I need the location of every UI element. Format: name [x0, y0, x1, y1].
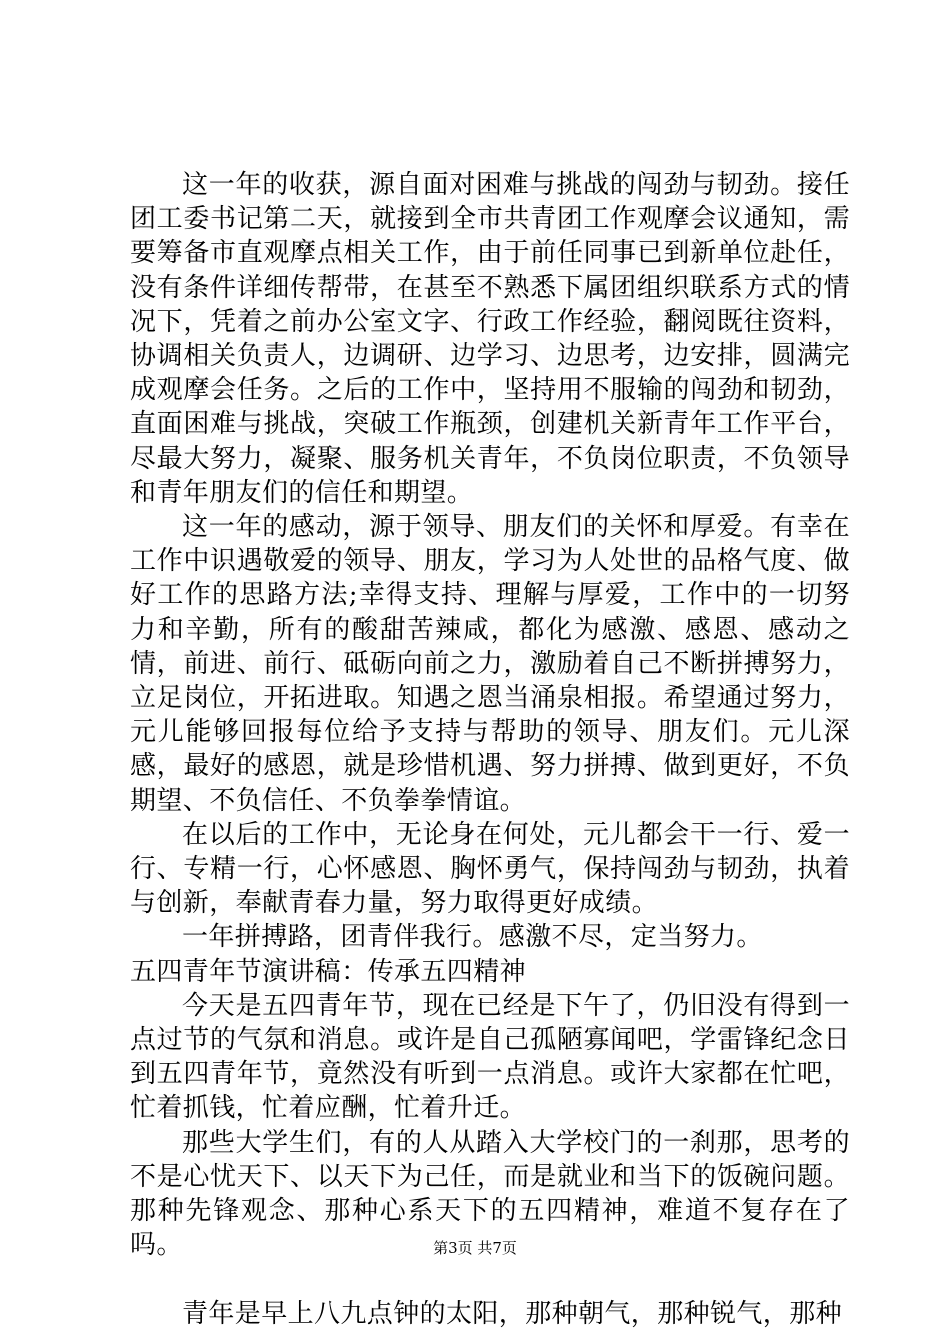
paragraph-gratitude: 这一年的感动，源于领导、朋友们的关怀和厚爱。有幸在工作中识遇敬爱的领导、朋友，学习为人处世的品格气度、做好工作的思路方法;幸得支持、理解与厚爱，工作中的一切努力和辛勤，所有的酸甜苦辣咸，都化为感激、感恩、感动之情，前进、前行、砥砺向前之力，激励着自己不断拼搏努力，立足岗位，开拓进取。知遇之恩当涌泉相报。希望通过努力，元儿能够回报每位给予支持与帮助的领导、朋友们。元儿深感，最好的感恩，就是珍惜机遇、努力拼搏、做到更好，不负期望、不负信任、不负拳拳情谊。 — [130, 512, 850, 816]
paragraph-students: 那些大学生们，有的人从踏入大学校门的一刹那，思考的不是心忧天下、以天下为己任，而是就业和当下的饭碗问题。那种先锋观念、那种心系天下的五四精神，难道不复存在了吗。 — [130, 1127, 850, 1261]
page-number-footer: 第3页 共7页 — [433, 1239, 517, 1257]
paragraph-future-work: 在以后的工作中，无论身在何处，元儿都会干一行、爱一行、专精一行，心怀感恩、胸怀勇气，保持闯劲与韧劲，执着与创新，奉献青春力量，努力取得更好成绩。 — [130, 819, 850, 919]
document-body — [130, 168, 850, 1331]
speech-title: 五四青年节演讲稿：传承五四精神 — [130, 956, 527, 987]
paragraph-morning-sun: 青年是早上八九点钟的太阳，那种朝气，那种锐气，那种 — [182, 1298, 843, 1329]
paragraph-closing-line: 一年拼搏路，团青伴我行。感激不尽，定当努力。 — [182, 922, 763, 953]
paragraph-harvest: 这一年的收获，源自面对困难与挑战的闯劲与韧劲。接任团工委书记第二天，就接到全市共青团工作观摩会议通知，需要筹备市直观摩点相关工作，由于前任同事已到新单位赴任，没有条件详细传帮带，在甚至不熟悉下属团组织联系方式的情况下，凭着之前办公室文字、行政工作经验，翻阅既往资料，协调相关负责人，边调研、边学习、边思考，边安排，圆满完成观摩会任务。之后的工作中，坚持用不服输的闯劲和韧劲，直面困难与挑战，突破工作瓶颈，创建机关新青年工作平台，尽最大努力，凝聚、服务机关青年，不负岗位职责，不负领导和青年朋友们的信任和期望。 — [130, 170, 850, 508]
paragraph-youth-day: 今天是五四青年节，现在已经是下午了，仍旧没有得到一点过节的气氛和消息。或许是自己孤陋寡闻吧，学雷锋纪念日到五四青年节，竟然没有听到一点消息。或许大家都在忙吧，忙着抓钱，忙着应酬，忙着升迁。 — [130, 990, 850, 1124]
